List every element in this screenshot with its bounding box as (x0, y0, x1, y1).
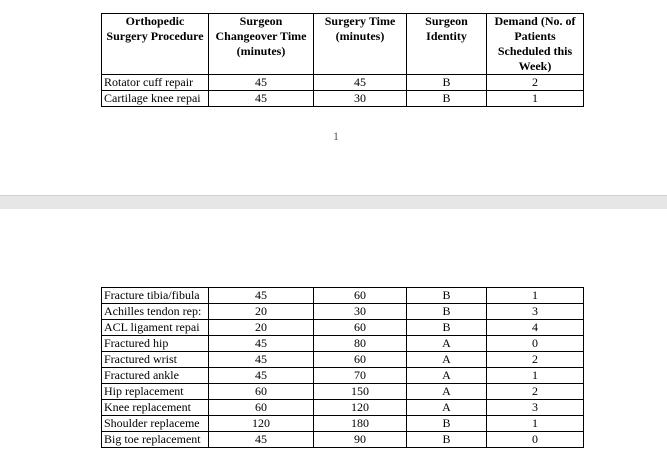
cell-changeover: 120 (209, 416, 314, 432)
cell-surgery-time: 30 (314, 91, 407, 107)
cell-procedure: Big toe replacement (102, 432, 209, 448)
table-row (102, 320, 584, 336)
cell-demand: 3 (487, 400, 584, 416)
cell-demand: 2 (487, 384, 584, 400)
column-header-procedure: Orthopedic Surgery Procedure (102, 14, 209, 75)
cell-demand: 0 (487, 336, 584, 352)
table-row (102, 400, 584, 416)
column-header-surgeon: Surgeon Identity (407, 14, 487, 75)
cell-changeover: 60 (209, 384, 314, 400)
table-row (102, 384, 584, 400)
cell-procedure: Knee replacement (102, 400, 209, 416)
cell-changeover: 45 (209, 432, 314, 448)
cell-procedure: Fractured hip (102, 336, 209, 352)
column-header-surgery-time: Surgery Time (minutes) (314, 14, 407, 75)
cell-changeover: 45 (209, 288, 314, 304)
column-header-changeover: Surgeon Changeover Time (minutes) (209, 14, 314, 75)
table-row (102, 75, 584, 91)
table-row (102, 416, 584, 432)
cell-demand: 0 (487, 432, 584, 448)
cell-changeover: 45 (209, 75, 314, 91)
cell-surgeon: A (407, 384, 487, 400)
cell-surgeon: A (407, 368, 487, 384)
cell-changeover: 45 (209, 91, 314, 107)
cell-changeover: 45 (209, 352, 314, 368)
cell-demand: 1 (487, 416, 584, 432)
cell-surgeon: B (407, 75, 487, 91)
cell-demand: 4 (487, 320, 584, 336)
cell-surgeon: A (407, 336, 487, 352)
cell-procedure: Achilles tendon rep: (102, 304, 209, 320)
cell-demand: 2 (487, 75, 584, 91)
page-number: 1 (333, 129, 339, 143)
cell-changeover: 20 (209, 304, 314, 320)
table-row (102, 352, 584, 368)
cell-demand: 1 (487, 91, 584, 107)
cell-procedure: ACL ligament repai (102, 320, 209, 336)
cell-procedure: Fracture tibia/fibula (102, 288, 209, 304)
header-row (102, 14, 584, 75)
table-row (102, 336, 584, 352)
cell-procedure: Fractured wrist (102, 352, 209, 368)
cell-demand: 2 (487, 352, 584, 368)
cell-procedure: Cartilage knee repai (102, 91, 209, 107)
surgery-table-continued (101, 287, 584, 448)
cell-surgery-time: 30 (314, 304, 407, 320)
cell-surgeon: B (407, 304, 487, 320)
cell-surgery-time: 180 (314, 416, 407, 432)
cell-changeover: 45 (209, 368, 314, 384)
cell-surgeon: A (407, 352, 487, 368)
cell-procedure: Hip replacement (102, 384, 209, 400)
cell-surgeon: B (407, 416, 487, 432)
cell-surgeon: B (407, 91, 487, 107)
cell-surgeon: B (407, 432, 487, 448)
document-page-1 (0, 0, 667, 195)
cell-procedure: Rotator cuff repair (102, 75, 209, 91)
cell-surgeon: A (407, 400, 487, 416)
table-row (102, 368, 584, 384)
cell-surgery-time: 120 (314, 400, 407, 416)
page-break (0, 195, 667, 210)
cell-surgery-time: 60 (314, 320, 407, 336)
table-row (102, 288, 584, 304)
cell-surgery-time: 70 (314, 368, 407, 384)
surgery-table-header-page (101, 13, 584, 107)
cell-surgery-time: 60 (314, 288, 407, 304)
table-row (102, 432, 584, 448)
cell-procedure: Shoulder replaceme (102, 416, 209, 432)
cell-changeover: 60 (209, 400, 314, 416)
cell-surgeon: B (407, 288, 487, 304)
cell-changeover: 45 (209, 336, 314, 352)
cell-surgery-time: 90 (314, 432, 407, 448)
cell-surgery-time: 45 (314, 75, 407, 91)
cell-demand: 3 (487, 304, 584, 320)
cell-surgery-time: 60 (314, 352, 407, 368)
cell-surgery-time: 80 (314, 336, 407, 352)
cell-changeover: 20 (209, 320, 314, 336)
table-row (102, 91, 584, 107)
column-header-demand: Demand (No. of Patients Scheduled this Week) (487, 14, 584, 75)
table-row (102, 304, 584, 320)
cell-surgery-time: 150 (314, 384, 407, 400)
cell-procedure: Fractured ankle (102, 368, 209, 384)
cell-demand: 1 (487, 288, 584, 304)
cell-demand: 1 (487, 368, 584, 384)
cell-surgeon: B (407, 320, 487, 336)
